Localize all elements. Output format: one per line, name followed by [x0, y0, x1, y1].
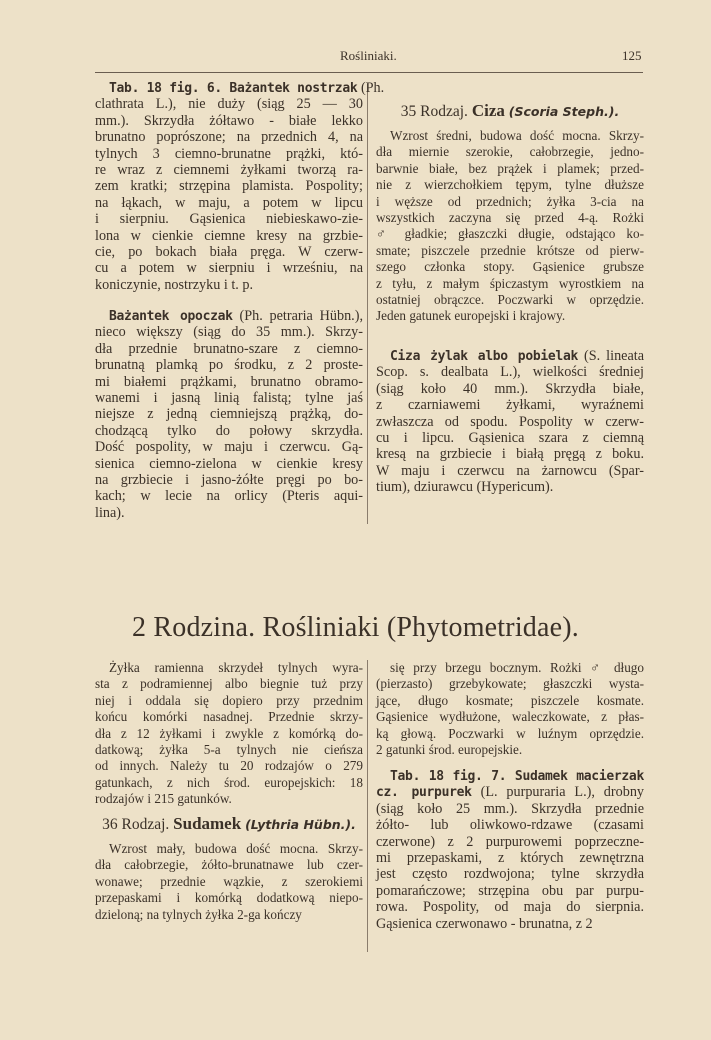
line-text: (pierzasto) grzebykowate; głaszczki wysta- — [376, 676, 644, 692]
text-line — [95, 162, 363, 178]
text-line — [95, 488, 363, 504]
text-line — [95, 742, 363, 758]
running-header-title: Rośliniaki. — [340, 48, 397, 63]
column-divider-top — [367, 84, 368, 524]
text-line — [95, 260, 363, 276]
text-line — [376, 308, 644, 324]
text-line — [95, 374, 363, 390]
line-text: Jeden gatunek europejski i krajowy. — [376, 308, 566, 324]
line-text: Scop. s. dealbata L.), wielkości średniej — [376, 364, 644, 381]
line-text: dła przednie brunatno-szare z ciemno- — [95, 340, 363, 357]
line-text: i sierpniu. Gąsienica niebieskawo-zie- — [95, 211, 363, 228]
text-line — [95, 96, 363, 112]
line-text: re wraz z ciemnemi żyłkami tworzą ra- — [95, 161, 363, 178]
line-text: (L. purpuraria L.), drobny — [471, 784, 645, 801]
genus-latin: (Scoria Steph.). — [508, 104, 620, 119]
line-text: szego członka stopy. Gąsienice grubsze — [376, 259, 644, 275]
text-line — [376, 446, 644, 462]
line-text: smate; piszczele przednie krótsze od pierw- — [376, 242, 644, 258]
text-line — [95, 857, 363, 873]
line-text: Dość pospolity, w maju i czerwcu. Gą- — [95, 439, 363, 456]
genus-name: Ciza — [471, 101, 505, 120]
text-line — [95, 439, 363, 455]
text-line — [376, 850, 644, 866]
line-text: tium), dziurawcu (Hypericum). — [376, 479, 554, 496]
line-text: Wzrost średni, budowa dość mocna. Skrzy- — [390, 128, 644, 143]
line-text: niejsze z jedną ciemniejszą prążką, do- — [95, 406, 363, 423]
text-line — [95, 874, 363, 890]
text-line — [376, 916, 644, 932]
text-line — [376, 276, 644, 292]
text-line — [376, 259, 644, 275]
line-text: dła miernie szerokie, całobrzegie, jedno- — [376, 144, 644, 160]
line-text: sienica ciemno-zielona w cienkie kresy — [95, 455, 363, 472]
text-line — [376, 364, 644, 380]
text-line — [376, 430, 644, 446]
text-line — [95, 841, 363, 857]
line-text: sta z podramiennej albo biegnie tuż przy — [95, 676, 363, 692]
block-bl2 — [95, 813, 363, 923]
text-line — [95, 775, 363, 791]
line-text: wszystkich zaczyna się przed 4-ą. Rożki — [376, 209, 644, 225]
line-text: brunatną plamką po środku, z 2 proste- — [95, 357, 363, 374]
line-text: (Ph. — [357, 80, 385, 96]
text-line — [95, 211, 363, 227]
text-line — [95, 341, 363, 357]
text-line — [376, 177, 644, 193]
text-line — [376, 414, 644, 430]
line-text: mi przepaskami, z których zewnętrzna — [376, 849, 644, 866]
text-line — [95, 791, 363, 807]
line-text: rowa. Pospolity, od maja do sierpnia. — [376, 899, 644, 916]
text-line — [376, 144, 644, 160]
block-br1 — [376, 660, 644, 758]
column-divider-bottom — [367, 660, 368, 952]
line-text: i węższe od przednich; żyłka 3-cia na — [376, 193, 644, 209]
line-text: (Ph. petraria Hübn.), — [232, 308, 363, 324]
text-line — [95, 129, 363, 145]
line-text: jest często rozdwojona; tylne skrzydła — [376, 866, 644, 883]
line-text: jące, długo kosmate; piszczele kosmate. — [376, 692, 644, 708]
genus-number: 35 Rodzaj. — [400, 103, 468, 120]
text-line — [95, 890, 363, 906]
text-line — [95, 308, 363, 324]
text-line — [376, 866, 644, 882]
text-line — [95, 80, 385, 96]
line-text: niej i oddala się dopiero przy przednim — [95, 692, 363, 708]
line-text: chodzącą tylko do połowy skrzydła. — [95, 422, 363, 439]
line-text: Gąsienica czerwonawo - brunatna, z 2 — [376, 915, 593, 932]
text-line — [376, 742, 644, 758]
text-line — [95, 324, 363, 340]
genus-name: Sudamek — [173, 814, 242, 833]
text-line — [95, 505, 363, 521]
line-text: ostatniej obrączce. Poczwarki w oprzędzie. — [376, 291, 644, 307]
text-line — [95, 472, 363, 488]
text-line — [95, 228, 363, 244]
text-line — [95, 726, 363, 742]
line-text: datkową; żyłka 5-a tylnych nie cieńsza — [95, 741, 363, 757]
line-text: W maju i czerwcu na żarnowcu (Spar- — [376, 462, 644, 479]
bold-term: Tab. 18 fig. 7. Sudamek macierzak — [390, 769, 644, 784]
text-line — [376, 726, 644, 742]
text-line — [95, 676, 363, 692]
line-text: barwnie białe, bez prążek i plamek; przed- — [376, 160, 644, 176]
line-text: zem kratki; strzępina plamista. Pospolity; — [95, 178, 363, 195]
line-text: koniczynie, nostrzyku i t. p. — [95, 276, 254, 293]
line-text: gatunkach, z nich środ. europejskich: 18 — [95, 774, 363, 790]
line-text: 2 gatunki środ. europejskie. — [376, 741, 523, 757]
block-bl1 — [95, 660, 363, 808]
line-text: cie, po bokach biała pręga. W czerw- — [95, 243, 363, 260]
line-text: clathrata L.), nie duży (siąg 25 — 30 — [95, 96, 363, 113]
block-tr2 — [376, 348, 644, 496]
genus-heading — [95, 813, 363, 835]
text-line — [376, 883, 644, 899]
line-text: Wzrost mały, budowa dość mocna. Skrzy- — [109, 841, 363, 856]
line-text: na grzbiecie i jasno-żółte pręgi po bo- — [95, 471, 363, 488]
line-text: ką głową. Poczwarki w luźnym oprzędzie. — [376, 725, 644, 741]
line-text: zwłaszcza od spodu. Pospolity w czerw- — [376, 413, 644, 430]
line-text: rodzajów i 215 gatunków. — [95, 791, 232, 807]
block-br2 — [376, 768, 644, 932]
text-line — [376, 381, 644, 397]
line-text: pomarańczowe; strzępina obu par purpu- — [376, 882, 644, 899]
genus-latin: (Lythria Hübn.). — [245, 817, 356, 832]
line-text: czerwone) z 2 purpurowemi poprzeczne- — [376, 833, 644, 850]
line-text: lina). — [95, 504, 125, 521]
text-line — [376, 348, 644, 364]
header-rule — [95, 72, 643, 73]
line-text: (siąg koło 25 mm.). Skrzydła przednie — [376, 800, 644, 817]
text-line — [376, 194, 644, 210]
text-line — [376, 676, 644, 692]
line-text: Żyłka ramienna skrzydeł tylnych wyra- — [109, 660, 363, 675]
line-text: z czarniawemi żyłkami, wyraźnemi — [376, 397, 644, 414]
line-text: brunatno poprószone; na przednich 4, na — [95, 129, 363, 146]
bold-term: cz. purpurek — [376, 785, 472, 801]
genus-number: 36 Rodzaj. — [102, 816, 170, 833]
line-text: tylnych 3 ciemno-brunatne prążki, któ- — [95, 145, 363, 162]
text-line — [376, 161, 644, 177]
line-text: kach; w lecie na orlicy (Pteris aqui- — [95, 488, 363, 505]
text-line — [376, 834, 644, 850]
text-line — [95, 277, 363, 293]
text-line — [376, 397, 644, 413]
text-line — [95, 709, 363, 725]
line-text: dła z 12 żyłkami i zwykle z komórką do- — [95, 725, 363, 741]
text-line — [376, 899, 644, 915]
text-line — [376, 768, 644, 784]
text-line — [95, 146, 363, 162]
text-line — [376, 226, 644, 242]
text-line — [95, 693, 363, 709]
text-line — [376, 128, 644, 144]
text-line — [95, 406, 363, 422]
line-text: mm.). Skrzydła żółtawo - białe lekko — [95, 112, 363, 129]
line-text: (S. lineata — [578, 348, 644, 364]
line-text: kresą na grzbiecie i białą pręgą z boku. — [376, 446, 644, 463]
line-text: końcu komórki nasadnej. Przednie skrzy- — [95, 709, 363, 725]
line-text: cu i lipcu. Gąsienica szara z ciemną — [376, 429, 644, 446]
bold-term: Ciza żylak albo pobielak — [390, 349, 579, 364]
text-line — [376, 463, 644, 479]
genus-heading — [376, 100, 644, 122]
line-text: się przy brzegu bocznym. Rożki ♂ długo — [390, 660, 644, 675]
line-text: dzieloną; na tylnych żyłka 2-ga kończy — [95, 906, 302, 922]
line-text: nie z wierzchołkiem tępym, tylne dłuższe — [376, 177, 644, 193]
text-line — [376, 784, 644, 800]
line-text: lona w cienkie ciemne kresy na grzbie- — [95, 227, 363, 244]
text-line — [95, 660, 363, 676]
line-text: ♂ gładkie; głaszczki długie, odstająco ko- — [376, 226, 644, 242]
text-line — [376, 292, 644, 308]
text-line — [95, 195, 363, 211]
text-line — [95, 357, 363, 373]
text-line — [95, 907, 363, 923]
block-tr1 — [376, 100, 644, 325]
line-text: wanemi i jasną linią falistą; tylne jaś — [95, 389, 363, 406]
page-number: 125 — [622, 48, 642, 63]
line-text: na łąkach, w maju, a potem w lipcu — [95, 194, 363, 211]
text-line — [95, 423, 363, 439]
line-text: cu a potem w sierpniu i wrześniu, na — [95, 260, 363, 277]
bold-term: Tab. 18 fig. 6. Bażantek nostrzak — [109, 81, 358, 96]
line-text: Gąsienice wydłużone, waleczkowate, z płas- — [376, 709, 644, 725]
text-line — [95, 113, 363, 129]
line-text: od innych. Należy tu 20 rodzajów o 279 — [95, 758, 363, 774]
line-text: mi białemi prążkami, brunatno obramo- — [95, 373, 363, 390]
line-text: z tyłu, z małym śpiczastym wyrostkiem na — [376, 275, 644, 291]
text-line — [376, 210, 644, 226]
line-text: żółto- lub oliwkowo-rdzawe (czasami — [376, 817, 644, 834]
block-tl2 — [95, 308, 363, 521]
text-line — [376, 801, 644, 817]
text-line — [376, 817, 644, 833]
text-line — [95, 244, 363, 260]
line-text: nieco większy (siąg do 35 mm.). Skrzy- — [95, 324, 363, 341]
text-line — [376, 479, 644, 495]
text-line — [95, 390, 363, 406]
text-line — [376, 243, 644, 259]
text-line — [376, 693, 644, 709]
block-tl1 — [95, 80, 385, 293]
line-text: (siąg koło 40 mm.). Skrzydła białe, — [376, 380, 644, 397]
text-line — [95, 758, 363, 774]
bold-term: Bażantek opoczak — [109, 309, 233, 324]
text-line — [376, 660, 644, 676]
text-line — [95, 178, 363, 194]
family-heading: 2 Rodzina. Rośliniaki (Phytometridae). — [132, 612, 579, 643]
text-line — [95, 456, 363, 472]
line-text: przepaskami i komórką dodatkową niepo- — [95, 890, 363, 906]
line-text: dła całobrzegie, żółto-brunatnawe lub czer- — [95, 857, 363, 873]
line-text: wonawe; przednie wązkie, z szerokiemi — [95, 873, 363, 889]
text-line — [376, 709, 644, 725]
